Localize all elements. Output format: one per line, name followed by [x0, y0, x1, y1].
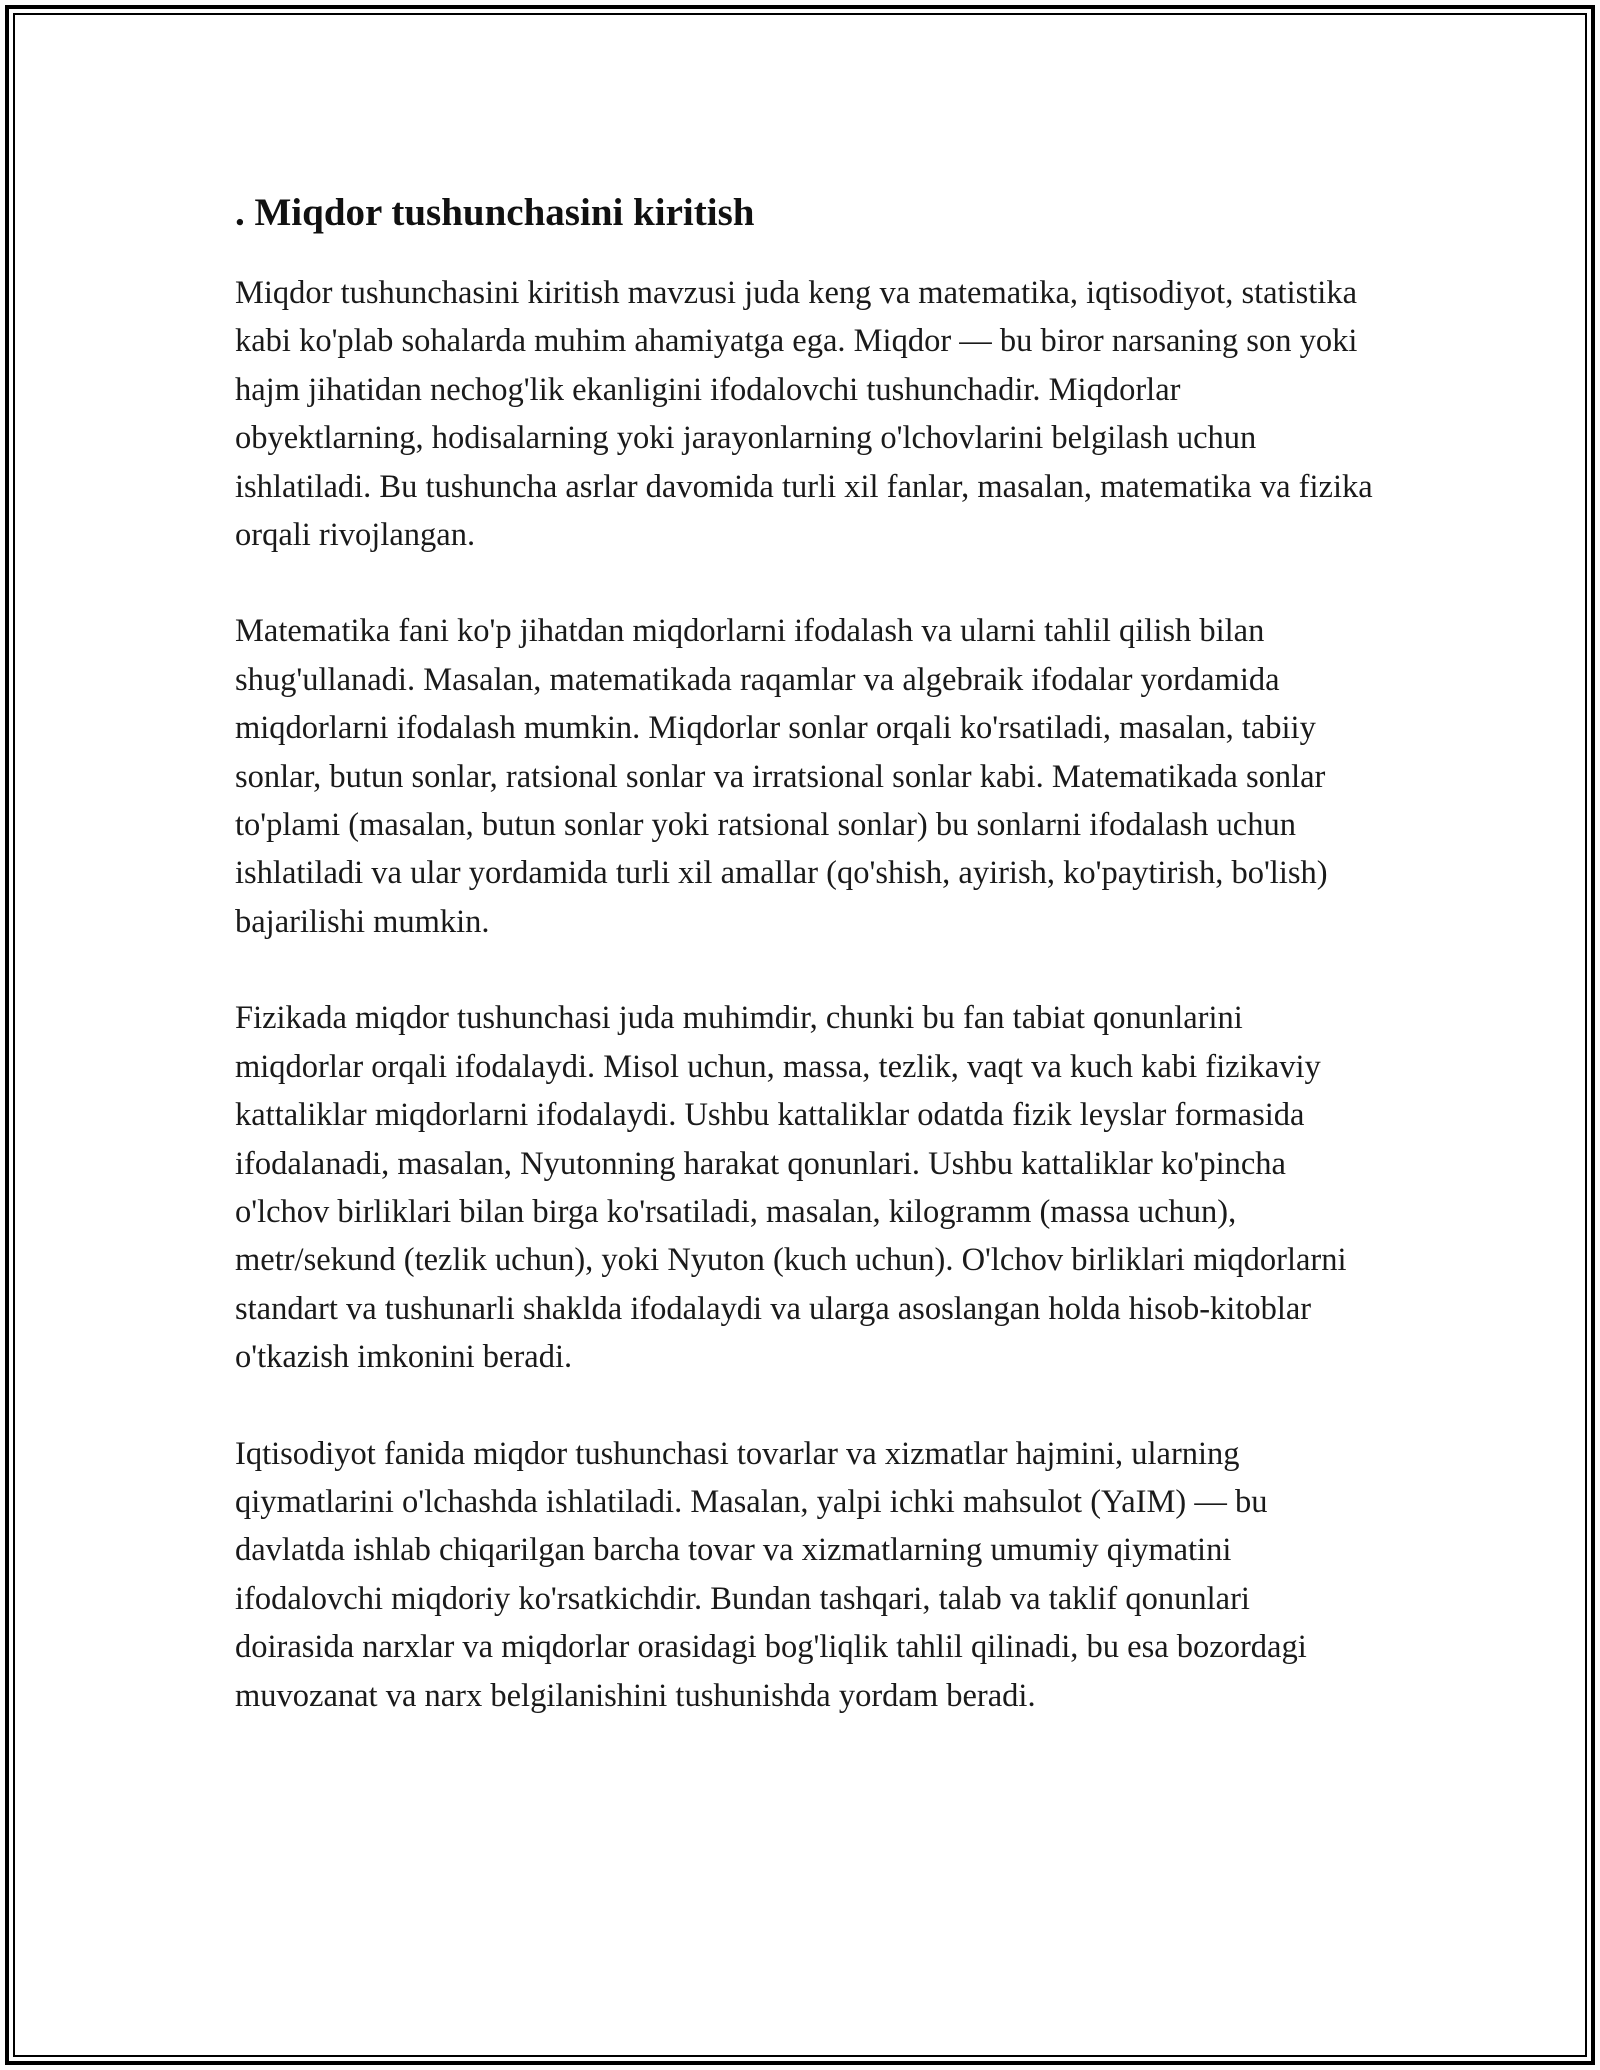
paragraph-physics: Fizikada miqdor tushunchasi juda muhimdir, chunki bu fan tabiat qonunlarini miqdorlar orqali ifodalaydi. Misol uchun, massa, tezlik, vaqt va kuch kabi fizikaviy kattaliklar miqdorlarni ifodalaydi. Ushbu kattaliklar odatda fizik leyslar formasida ifodalanadi, masalan, Nyutonning harakat qonunlari. Ushbu kattaliklar ko'pincha o'lchov birliklari bilan birga ko'rsatiladi, masalan, kilogramm (massa uchun), metr/sekund (tezlik uchun), yoki Nyuton (kuch uchun). O'lchov birliklari miqdorlarni standart va tushunarli shaklda ifodalaydi va ularga asoslangan holda hisob-kitoblar o'tkazish imkonini beradi.	[235, 1000, 1347, 1376]
paragraph-intro: Miqdor tushunchasini kiritish mavzusi juda keng va matematika, iqtisodiyot, statistika kabi ko'plab sohalarda muhim ahamiyatga ega. Miqdor — bu biror narsaning son yoki hajm jihatidan nechog'lik ekanligini ifodalovchi tushunchadir. Miqdorlar obyektlarning, hodisalarning yoki jarayonlarning o'lchovlarini belgilash uchun ishlatiladi. Bu tushuncha asrlar davomida turli xil fanlar, masalan, matematika va fizika orqali rivojlangan.	[235, 275, 1373, 554]
document-page	[235, 185, 1375, 1768]
document-title: . Miqdor tushunchasini kiritish	[235, 191, 755, 234]
paragraph-economics: Iqtisodiyot fanida miqdor tushunchasi tovarlar va xizmatlar hajmini, ularning qiymatlarini o'lchashda ishlatiladi. Masalan, yalpi ichki mahsulot (YaIM) — bu davlatda ishlab chiqarilgan barcha tovar va xizmatlarning umumiy qiymatini ifodalovchi miqdoriy ko'rsatkichdir. Bundan tashqari, talab va taklif qonunlari doirasida narxlar va miqdorlar orasidagi bog'liqlik tahlil qilinadi, bu esa bozordagi muvozanat va narx belgilanishini tushunishda yordam beradi.	[235, 1435, 1307, 1714]
paragraph-mathematics: Matematika fani ko'p jihatdan miqdorlarni ifodalash va ularni tahlil qilish bilan shug'ullanadi. Masalan, matematikada raqamlar va algebraik ifodalar yordamida miqdorlarni ifodalash mumkin. Miqdorlar sonlar orqali ko'rsatiladi, masalan, tabiiy sonlar, butun sonlar, ratsional sonlar va irratsional sonlar kabi. Matematikada sonlar to'plami (masalan, butun sonlar yoki ratsional sonlar) bu sonlarni ifodalash uchun ishlatiladi va ular yordamida turli xil amallar (qo'shish, ayirish, ko'paytirish, bo'lish) bajarilishi mumkin.	[235, 613, 1328, 940]
